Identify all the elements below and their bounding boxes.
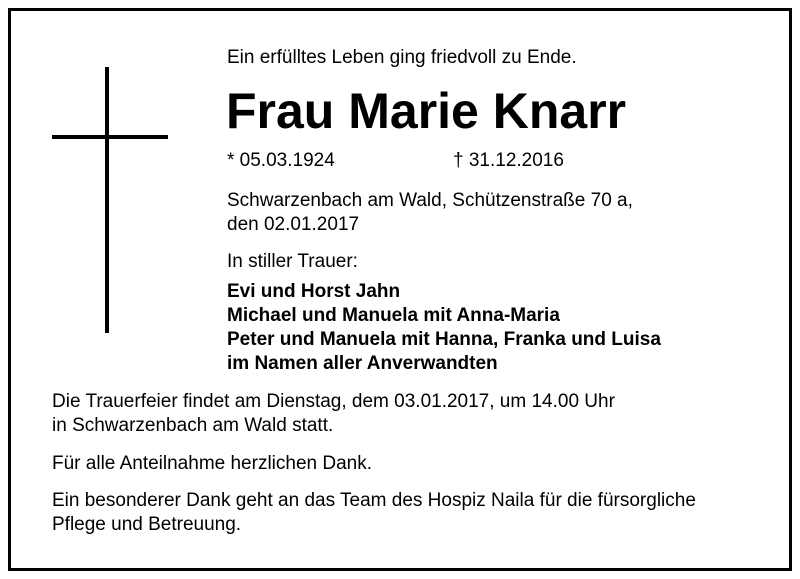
mourner-line: Evi und Horst Jahn xyxy=(227,281,401,302)
special-thanks-line-1: Ein besonderer Dank geht an das Team des Hospiz Naila für die fürsorgliche xyxy=(52,490,696,511)
service-line-1: Die Trauerfeier findet am Dienstag, dem 03.01.2017, um 14.00 Uhr xyxy=(52,391,615,412)
birth-date: * 05.03.1924 xyxy=(227,150,335,171)
thanks-text: Für alle Anteilnahme herzlichen Dank. xyxy=(52,453,373,474)
intro-text: Ein erfülltes Leben ging friedvoll zu Ende. xyxy=(227,47,577,68)
mourning-label: In stiller Trauer: xyxy=(227,251,358,272)
cross-icon-horizontal xyxy=(52,135,168,139)
mourner-line: im Namen aller Anverwandten xyxy=(227,353,498,374)
special-thanks-line-2: Pflege und Betreuung. xyxy=(52,514,242,535)
mourner-line: Peter und Manuela mit Hanna, Franka und Luisa xyxy=(227,329,661,350)
service-line-2: in Schwarzenbach am Wald statt. xyxy=(52,415,334,436)
place-line-2: den 02.01.2017 xyxy=(227,214,360,235)
place-line-1: Schwarzenbach am Wald, Schützenstraße 70 a, xyxy=(227,190,633,211)
mourner-line: Michael und Manuela mit Anna-Maria xyxy=(227,305,560,326)
deceased-name: Frau Marie Knarr xyxy=(226,83,627,139)
death-date: † 31.12.2016 xyxy=(453,150,564,171)
cross-icon-vertical xyxy=(105,67,109,333)
